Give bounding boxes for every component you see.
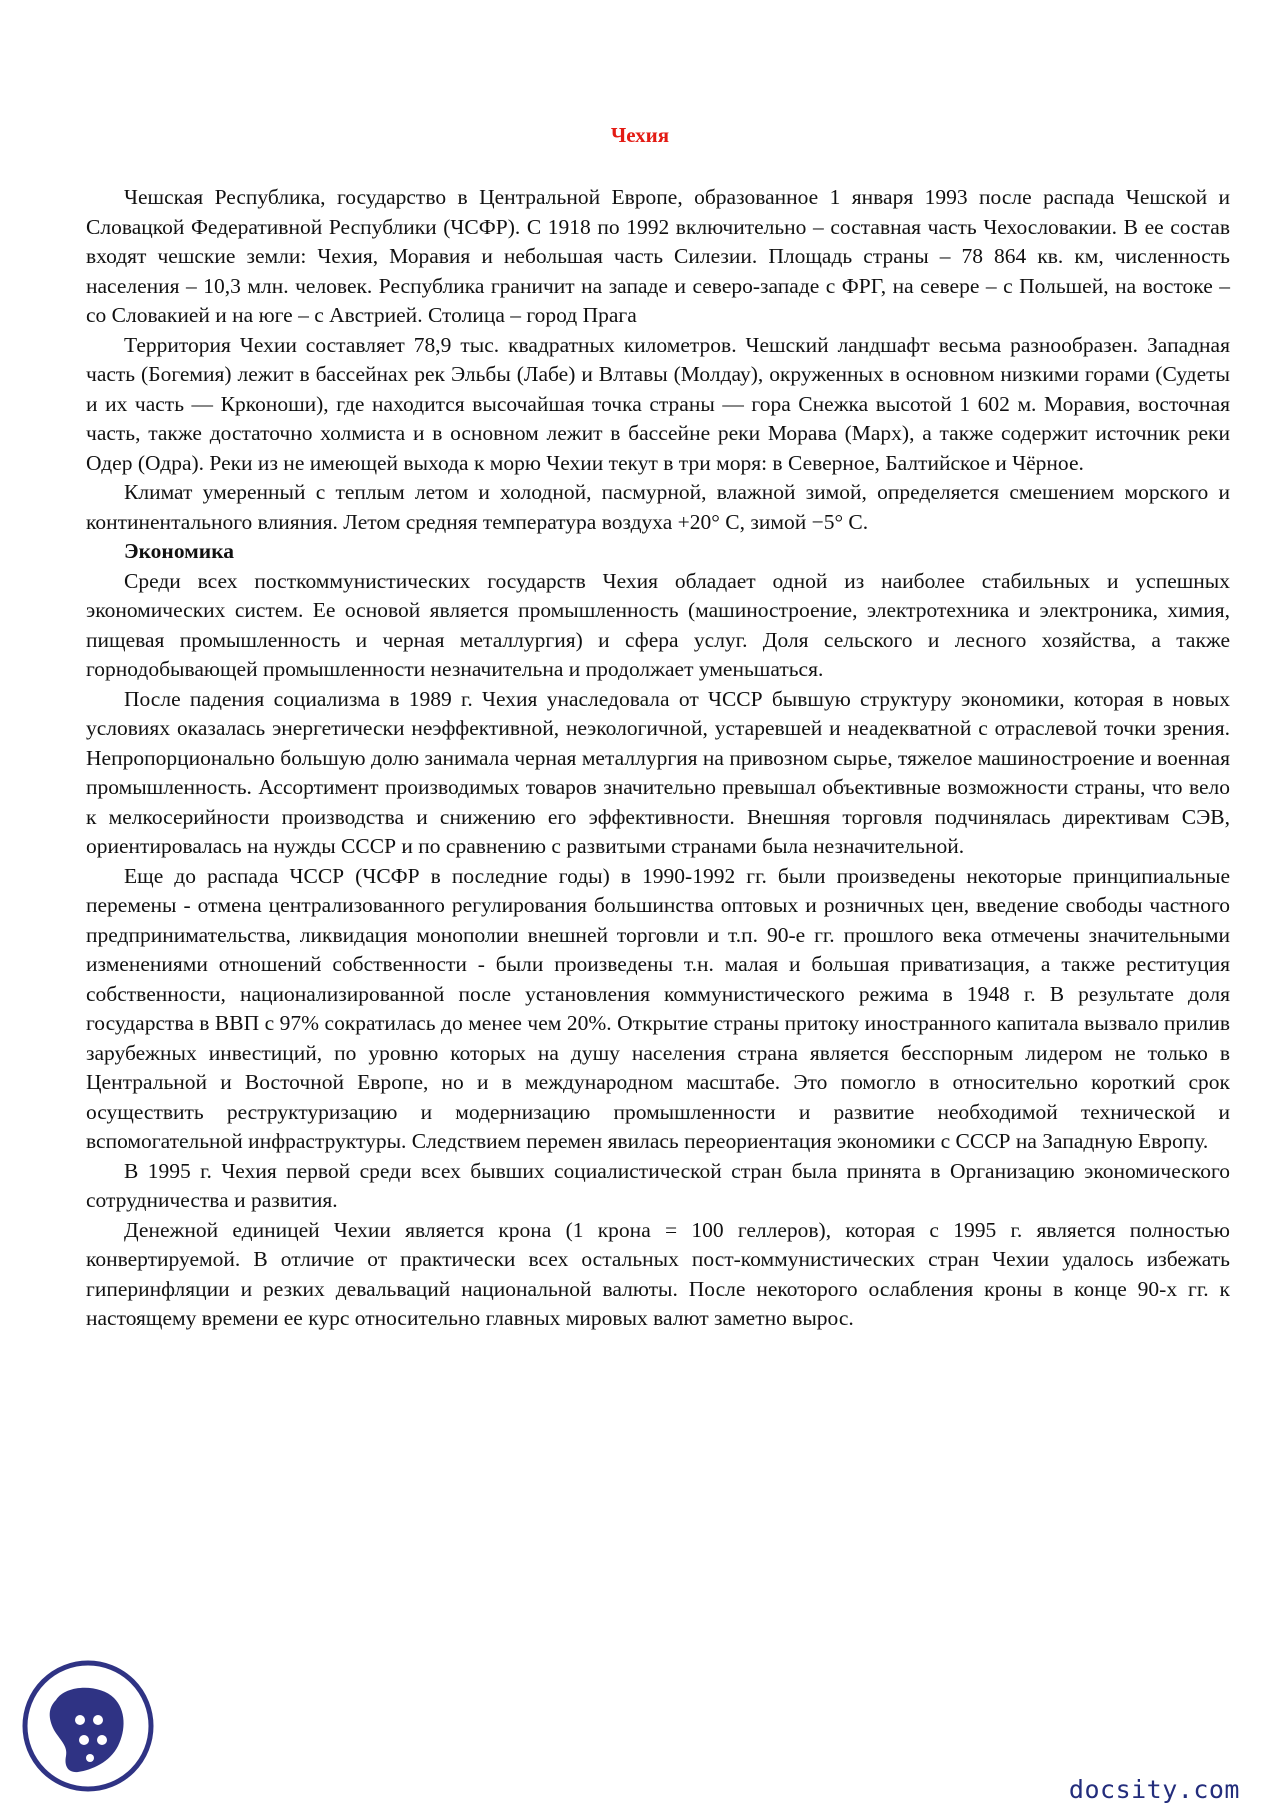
paragraph-economy-1: Среди всех посткоммунистических государств Чехия обладает одной из наиболее стабильных и успешных экономических систем. Ее основой является промышленность (машиностроение, электротехника и электроника, химия, пищевая промышленность и черная металлургия) и сфера услуг. Доля сельского и лесного хозяйства, а также горнодобывающей промышленности незначительна и продолжает уменьшаться. (86, 568, 1230, 681)
paragraph-economy-5: Денежной единицей Чехии является крона (1 крона = 100 геллеров), которая с 1995 г. является полностью конвертируемой. В отличие от практически всех остальных пост-коммунистических стран Чехии удалось избежать гиперинфляции и резких девальваций национальной валюты. После некоторого ослабления кроны в конце 90-х гг. к настоящему времени ее курс относительно главных мировых валют заметно вырос. (86, 1217, 1230, 1330)
docsity-brand-link[interactable]: docsity.com (1068, 1775, 1240, 1804)
document-title: Чехия (610, 123, 670, 147)
document-body (86, 183, 1230, 1334)
paragraph-intro-1: Чешская Республика, государство в Центральной Европе, образованное 1 января 1993 после распада Чешской и Словацкой Федеративной Республики (ЧСФР). С 1918 по 1992 включительно – составная часть Чехословакии. В ее состав входят чешские земли: Чехия, Моравия и небольшая часть Силезии. Площадь страны – 78 864 кв. км, численность населения – 10,3 млн. человек. Республика граничит на западе и северо-западе с ФРГ, на севере – с Польшей, на востоке – со Словакией и на юге – с Австрией. Столица – город Прага (86, 185, 1230, 327)
paragraph-economy-3: Еще до распада ЧССР (ЧСФР в последние годы) в 1990-1992 гг. были произведены некоторые принципиальные перемены - отмена централизованного регулирования большинства оптовых и розничных цен, введение свободы частного предпринимательства, ликвидация монополии внешней торговли и т.п. 90-е гг. прошлого века отмечены значительными изменениями отношений собственности - были произведены т.н. малая и большая приватизация, а также реституция собственности, национализированной после установления коммунистического режима в 1948 г. В результате доля государства в ВВП с 97% сократилась до менее чем 20%. Открытие страны притоку иностранного капитала вызвало прилив зарубежных инвестиций, по уровню которых на душу населения страна является бесспорным лидером не только в Центральной и Восточной Европе, но и в международном масштабе. Это помогло в относительно короткий срок осуществить реструктуризацию и модернизацию промышленности и развитие необходимой технической и вспомогательной инфраструктуры. Следствием перемен явилась переориентация экономики с СССР на Западную Европу. (86, 863, 1230, 1153)
section-heading-economy: Экономика (124, 539, 235, 563)
paragraph-economy-4: В 1995 г. Чехия первой среди всех бывших социалистической стран была принята в Организацию экономического сотрудничества и развития. (86, 1158, 1230, 1212)
paragraph-economy-2: После падения социализма в 1989 г. Чехия унаследовала от ЧССР бывшую структуру экономики, которая в новых условиях оказалась энергетически неэффективной, неэкологичной, устаревшей и неадекватной с отраслевой точки зрения. Непропорционально большую долю занимала черная металлургия на привозном сырье, тяжелое машиностроение и военная промышленность. Ассортимент производимых товаров значительно превышал объективные возможности страны, что вело к мелкосерийности производства и снижению его эффективности. Внешняя торговля подчинялась директивам СЭВ, ориентировалась на нужды СССР и по сравнению с развитыми странами была незначительной. (86, 686, 1230, 858)
paragraph-intro-3: Климат умеренный с теплым летом и холодной, пасмурной, влажной зимой, определяется смешением морского и континентального влияния. Летом средняя температура воздуха +20° C, зимой −5° C. (86, 480, 1230, 534)
paragraph-intro-2: Территория Чехии составляет 78,9 тыс. квадратных километров. Чешский ландшафт весьма разнообразен. Западная часть (Богемия) лежит в бассейнах рек Эльбы (Лабе) и Влтавы (Молдау), окруженных в основном низкими горами (Судеты и их часть — Крконоши), где находится высочайшая точка страны — гора Снежка высотой 1 602 м. Моравия, восточная часть, также достаточно холмиста и в основном лежит в бассейне реки Морава (Марх), а также содержит источник реки Одер (Одра). Реки из не имеющей выхода к морю Чехии текут в три моря: в Северное, Балтийское и Чёрное. (86, 332, 1230, 475)
docsity-logo-icon[interactable] (22, 1660, 154, 1792)
